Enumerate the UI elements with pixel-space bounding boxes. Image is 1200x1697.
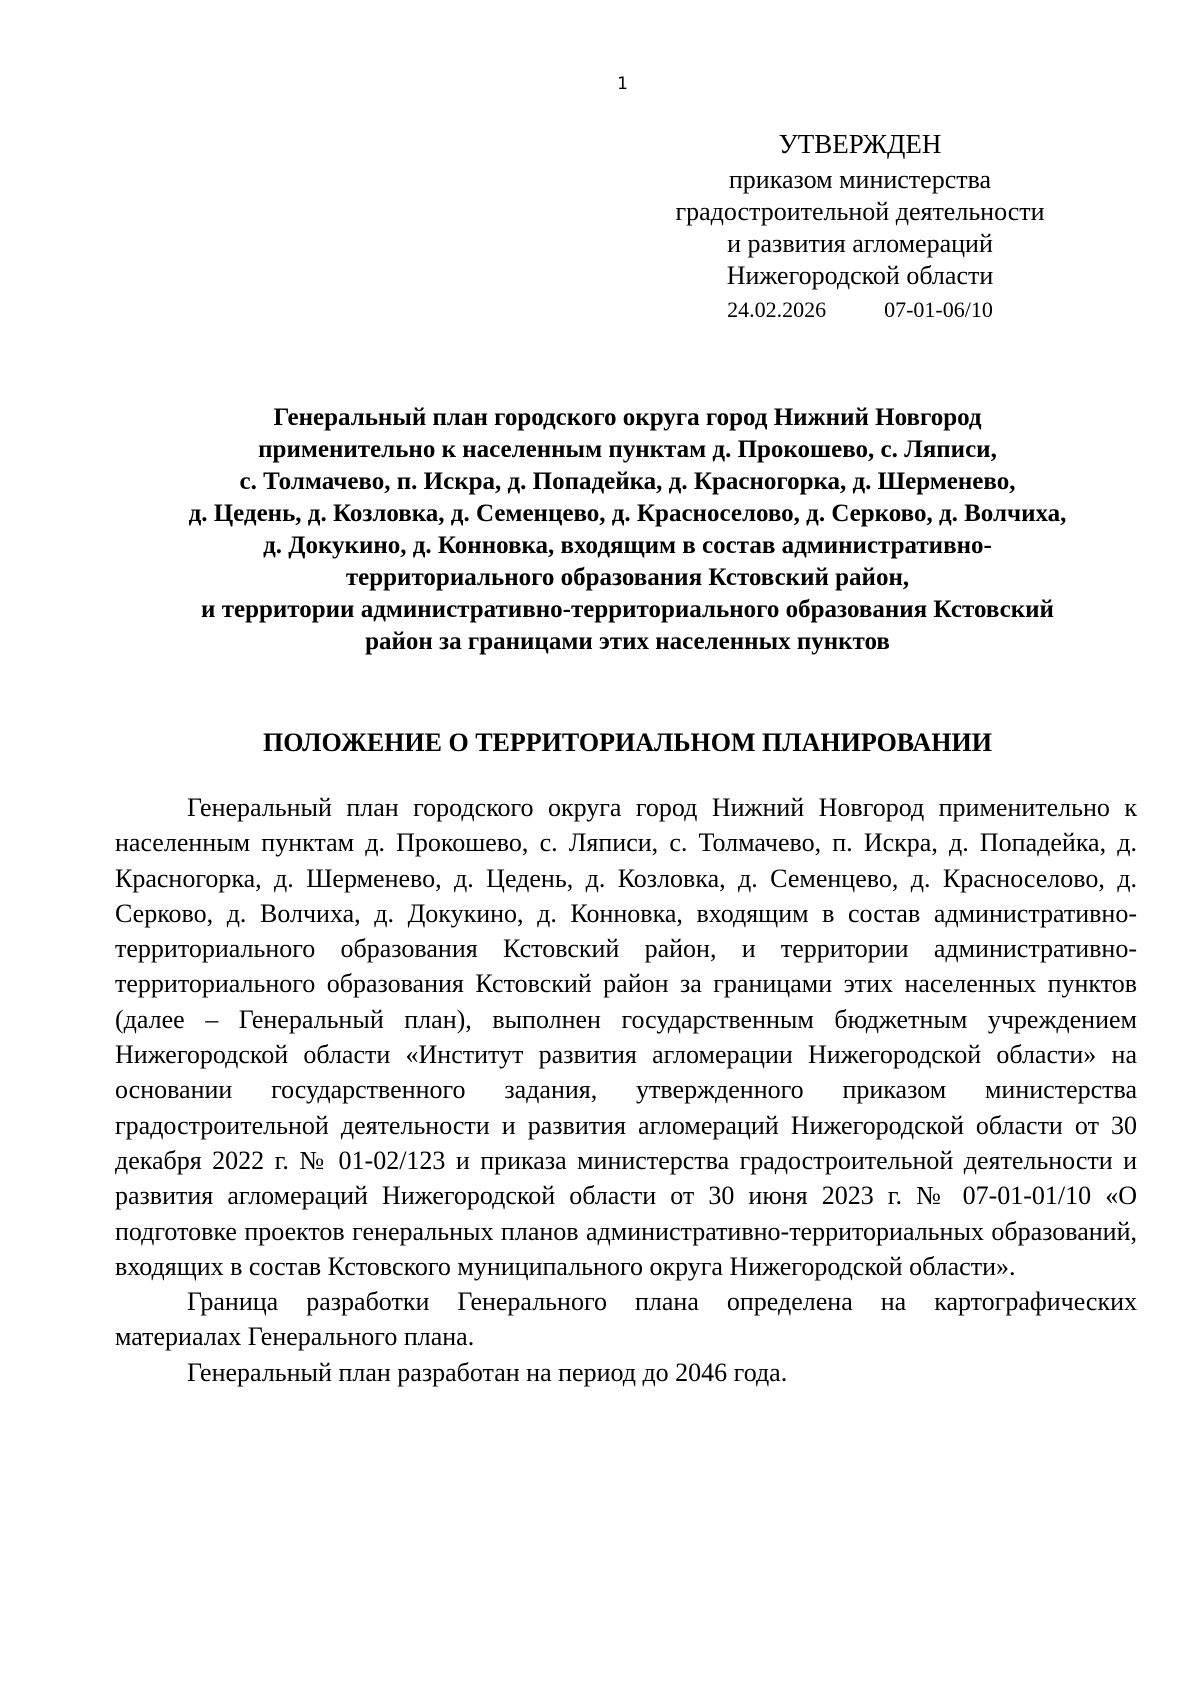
document-title-line: применительно к населенным пунктам д. Прокошево, с. Ляписи, (258, 436, 997, 463)
document-body (115, 790, 1137, 1390)
approval-line: приказом министерства (728, 165, 992, 194)
document-title-line: и территории административно-территориального образования Кстовский (201, 596, 1054, 623)
body-paragraph: Генеральный план городского округа город Нижний Новгород применительно к населенным пунктам д. Прокошево, с. Ляписи, с. Толмачево, п. Искра, д. Попадейка, д. Красногорка, д. Шерменево, д. Цедень, д. Козловка, д. Семенцево, д. Красноселово, д. Серково, д. Волчиха, д. Докукино, д. Конновка, входящим в состав административно-территориального образования Кстовский район, и территории административно-территориального образования Кстовский район за границами этих населенных пунктов (далее – Генеральный план), выполнен государственным бюджетным учреждением Нижегородской области «Институт развития агломерации Нижегородской области» на основании государственного задания, утвержденного приказом министерства градостроительной деятельности и развития агломераций Нижегородской области от 30 декабря 2022 г. № 01-02/123 и приказа министерства градостроительной деятельности и развития агломераций Нижегородской области от 30 июня 2023 г. № 07-01-01/10 «О подготовке проектов генеральных планов административно-территориальных образований, входящих в состав Кстовского муниципального округа Нижегородской области». (115, 793, 1137, 1281)
page-number: 1 (617, 74, 628, 94)
order-number: 07-01-06/10 (884, 297, 993, 322)
body-paragraph: Граница разработки Генерального плана определена на картографических материалах Генерального плана. (115, 1287, 1137, 1352)
document-title-line: территориального образования Кстовский район, (345, 564, 910, 591)
document-title-line: с. Толмачево, п. Искра, д. Попадейка, д. Красногорка, д. Шерменево, (239, 468, 1016, 495)
approval-line: Нижегородской области (726, 261, 994, 290)
document-title-line: Генеральный план городского округа город Нижний Новгород (273, 404, 982, 431)
document-title-line: д. Докукино, д. Конновка, входящим в состав административно- (263, 532, 992, 559)
approval-title: УТВЕРЖДЕН (778, 129, 942, 159)
body-paragraph: Генеральный план разработан на период до 2046 года. (187, 1357, 788, 1387)
document-title (110, 402, 1145, 658)
approval-line: градостроительной деятельности (675, 197, 1045, 226)
order-date: 24.02.2026 (727, 297, 827, 322)
section-heading: ПОЛОЖЕНИЕ О ТЕРРИТОРИАЛЬНОМ ПЛАНИРОВАНИИ (263, 728, 992, 757)
order-date-number (640, 294, 1080, 326)
approval-line: и развития агломераций (727, 229, 993, 258)
document-title-line: район за границами этих населенных пунктов (365, 628, 890, 655)
document-title-line: д. Цедень, д. Козловка, д. Семенцево, д. Красноселово, д. Серково, д. Волчиха, (188, 500, 1067, 527)
approval-stamp (640, 128, 1080, 326)
